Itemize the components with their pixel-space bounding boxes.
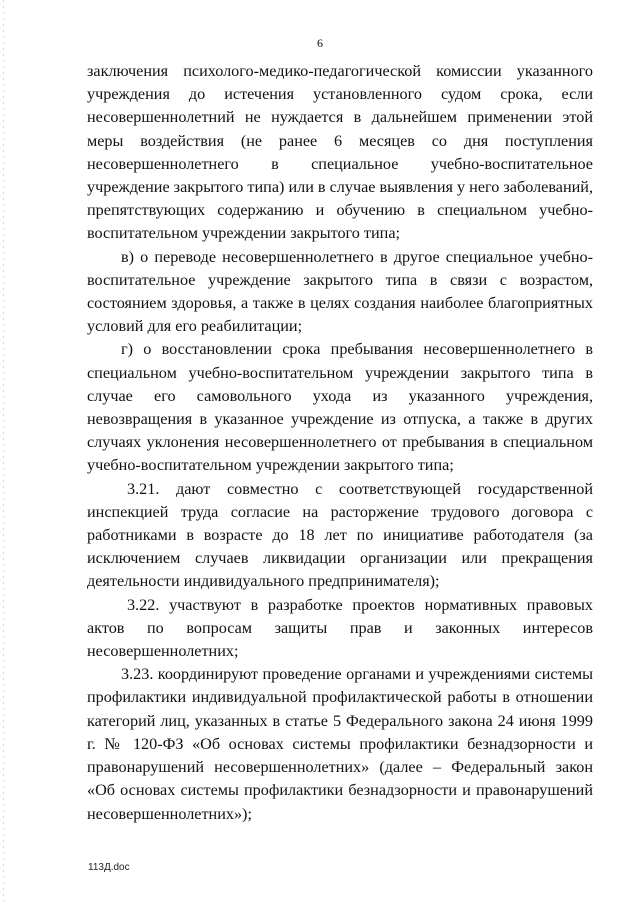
paragraph-3-23: 3.23. координируют проведение органами и учреждениями системы профилактики индивидуальной профилактической работы в отношении категорий лиц, указанных в статье 5 Федерального закона 24 июня 1999 г. № 120-ФЗ «Об основах системы профилактики безнадзорности и правонарушений несовершеннолетних» (далее – Федеральный закон «Об основах системы профилактики безнадзорности и правонарушений несовершеннолетних»);: [87, 665, 593, 823]
paragraph-item-g: г) о восстановлении срока пребывания несовершеннолетнего в специальном учебно-воспитательном учреждении закрытого типа в случае его самовольного ухода из указанного учреждения, невозвращения в указанное учреждение из отпуска, а также в других случаях уклонения несовершеннолетнего от пребывания в специальном учебно-воспитательном учреждении закрытого типа;: [87, 340, 593, 475]
page-number: 6: [317, 36, 323, 50]
document-body: [87, 60, 593, 826]
paragraph-continuation: заключения психолого-медико-педагогической комиссии указанного учреждения до истечения установленного судом срока, если несовершеннолетний не нуждается в дальнейшем применении этой меры воздействия (не ранее 6 месяцев со дня поступления несовершеннолетнего в специальное учебно-воспитательное учреждение закрытого типа) или в случае выявления у него заболеваний, препятствующих содержанию и обучению в специальном учебно-воспитательном учреждении закрытого типа;: [87, 62, 593, 243]
scan-edge: [3, 0, 4, 905]
paragraph-item-v: в) о переводе несовершеннолетнего в другое специальное учебно-воспитательное учреждение закрытого типа в связи с возрастом, состоянием здоровья, а также в целях создания наиболее благоприятных условий для его реабилитации;: [87, 247, 593, 336]
paragraph-3-22: 3.22. участвуют в разработке проектов нормативных правовых актов по вопросам защиты прав и законных интересов несовершеннолетних;: [87, 595, 593, 661]
footer-filename: 113Д.doc: [88, 862, 130, 873]
paragraph-3-21: 3.21. дают совместно с соответствующей государственной инспекцией труда согласие на расторжение трудового договора с работниками в возрасте до 18 лет по инициативе работодателя (за исключением случаев ликвидации организации или прекращения деятельности индивидуального предпринимателя);: [87, 479, 593, 591]
